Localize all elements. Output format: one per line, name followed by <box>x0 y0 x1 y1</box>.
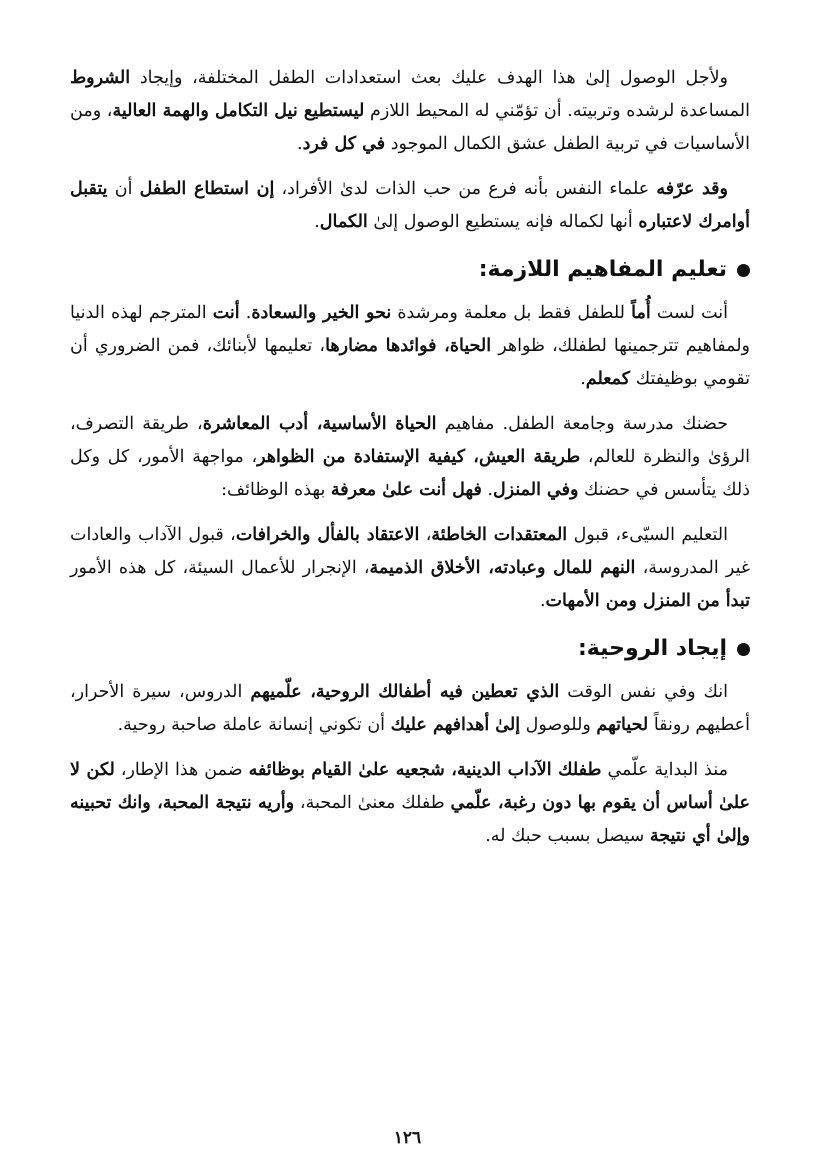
text-run: منذ البداية علّمي <box>601 760 728 780</box>
bold-run: وأريه نتيجة المحبة، وانك تحبينه وإلىٰ أي نتيجة <box>70 793 750 846</box>
bold-run: فهل أنت علىٰ معرفة <box>330 480 482 500</box>
paragraph <box>70 408 750 507</box>
text-run: طفلك معنىٰ المحبة، <box>294 793 451 813</box>
bold-run: وقد عرّفه <box>656 179 728 199</box>
bold-run: طفلك الآداب الدينية، شجعيه علىٰ القيام بوظائفه <box>248 760 602 780</box>
text-run: انك وفي نفس الوقت <box>559 682 729 702</box>
paragraph <box>70 173 750 239</box>
bold-run: إلىٰ أهدافهم عليك <box>390 715 521 735</box>
bold-run: نحو الخير والسعادة <box>251 303 392 323</box>
text-run: ، <box>419 525 432 545</box>
text-run: التعليم السيّىء، قبول <box>567 525 729 545</box>
section-heading <box>70 253 750 287</box>
text-run: أنها لكماله فإنه يستطيع الوصول إلىٰ <box>367 212 639 232</box>
bold-run: المعتقدات الخاطئة <box>431 525 568 545</box>
text-run: ، الإنجرار للأعمال السيئة، كل هذه الأمور <box>70 558 370 578</box>
bold-run: تبدأ من المنزل ومن الأمهات <box>545 591 750 611</box>
text-run: الدروس، سيرة الأحرار، أعطيهم رونقاً <box>70 682 750 735</box>
text-run: ، قبول الآداب والعادات غير المدروسة، <box>70 525 751 578</box>
bold-run: الحياة الأساسية، أدب المعاشرة <box>202 414 437 434</box>
bold-run: النهم للمال وعبادته، الأخلاق الذميمة <box>369 558 636 578</box>
bold-run: الذي تعطين فيه أطفالك الروحية، علّميهم <box>250 682 560 702</box>
bold-run: أنت <box>212 303 240 323</box>
text-run: أن تكوني إنسانة عاملة صاحبة روحية. <box>117 715 391 735</box>
text-run: ، تعليمها لأبنائك، فمن الضروري أن تقومي بوظيفتك <box>70 336 750 389</box>
section-heading-text: تعليم المفاهيم اللازمة: <box>478 257 727 282</box>
bullet-icon <box>737 643 750 656</box>
text-run: ولأجل الوصول إلىٰ هذا الهدف عليك بعث استعدادات الطفل المختلفة، وإيجاد <box>130 68 728 88</box>
text-run: . <box>580 369 586 389</box>
bold-run: الكمال <box>319 212 368 232</box>
text-run: حضنك مدرسة وجامعة الطفل. مفاهيم <box>436 414 729 434</box>
text-run: للطفل فقط بل معلمة ومرشدة <box>391 303 632 323</box>
text-run: . <box>297 134 303 154</box>
text-run: . <box>539 591 546 611</box>
bold-run: طريقة العيش، كيفية الإستفادة من الظواهر <box>257 447 581 467</box>
text-run: المترجم لهذه الدنيا ولمفاهيم تترجمينها لطفلك، ظواهر <box>70 303 750 356</box>
page-number: ١٢٦ <box>393 1128 422 1148</box>
text-run: ضمن هذا الإطار، <box>114 760 249 780</box>
bold-run: وفي المنزل <box>492 480 579 500</box>
text-run: بهذه الوظائف: <box>221 480 331 500</box>
paragraph <box>70 62 750 161</box>
bold-run: إن استطاع الطفل <box>139 179 275 199</box>
text-run: ، طريقة التصرف، الرؤىٰ والنظرة للعالم، <box>70 414 751 467</box>
text-run: وللوصول <box>520 715 597 735</box>
bold-run: يتقبل أوامرك لاعتباره <box>70 179 750 232</box>
paragraph <box>70 519 750 618</box>
bold-run: في كل فرد <box>302 134 386 154</box>
bold-run: ليستطيع نيل التكامل والهمة العالية <box>112 101 365 121</box>
text-run: علماء النفس بأنه فرع من حب الذات لدىٰ الأفراد، <box>274 179 657 199</box>
bold-run: لحياتهم <box>596 715 649 735</box>
bold-run: الشروط <box>70 68 131 88</box>
text-run: أن <box>107 179 140 199</box>
bold-run: الحياة، فوائدها مضارها <box>325 336 492 356</box>
paragraph <box>70 754 750 853</box>
text-run: ، ومن الأساسيات في تربية الطفل عشق الكمال الموجود <box>70 101 750 154</box>
text-run: ، مواجهة الأمور، كل وكل ذلك يتأسس في حضنك <box>70 447 750 500</box>
paragraph <box>70 676 750 742</box>
bold-run: كمعلم <box>585 369 631 389</box>
bold-run: لكن لا علىٰ أساس أن يقوم بها دون رغبة، علّمي <box>70 760 750 813</box>
text-run: . <box>481 480 493 500</box>
section-heading-text: إيجاد الروحية: <box>577 636 727 661</box>
bold-run: الاعتقاد بالفأل والخرافات <box>235 525 420 545</box>
text-run: . <box>239 303 252 323</box>
section-heading <box>70 632 750 666</box>
text-run: سيصل بسبب حبك له. <box>485 826 650 846</box>
text-run: أنت لست <box>650 303 728 323</box>
bullet-icon <box>737 264 750 277</box>
paragraph <box>70 297 750 396</box>
text-run: . <box>314 212 320 232</box>
text-run: المساعدة لرشده وتربيته. أن تؤمّني له المحيط اللازم <box>364 101 750 121</box>
bold-run: أُماً <box>631 303 651 323</box>
page-body <box>70 62 750 865</box>
